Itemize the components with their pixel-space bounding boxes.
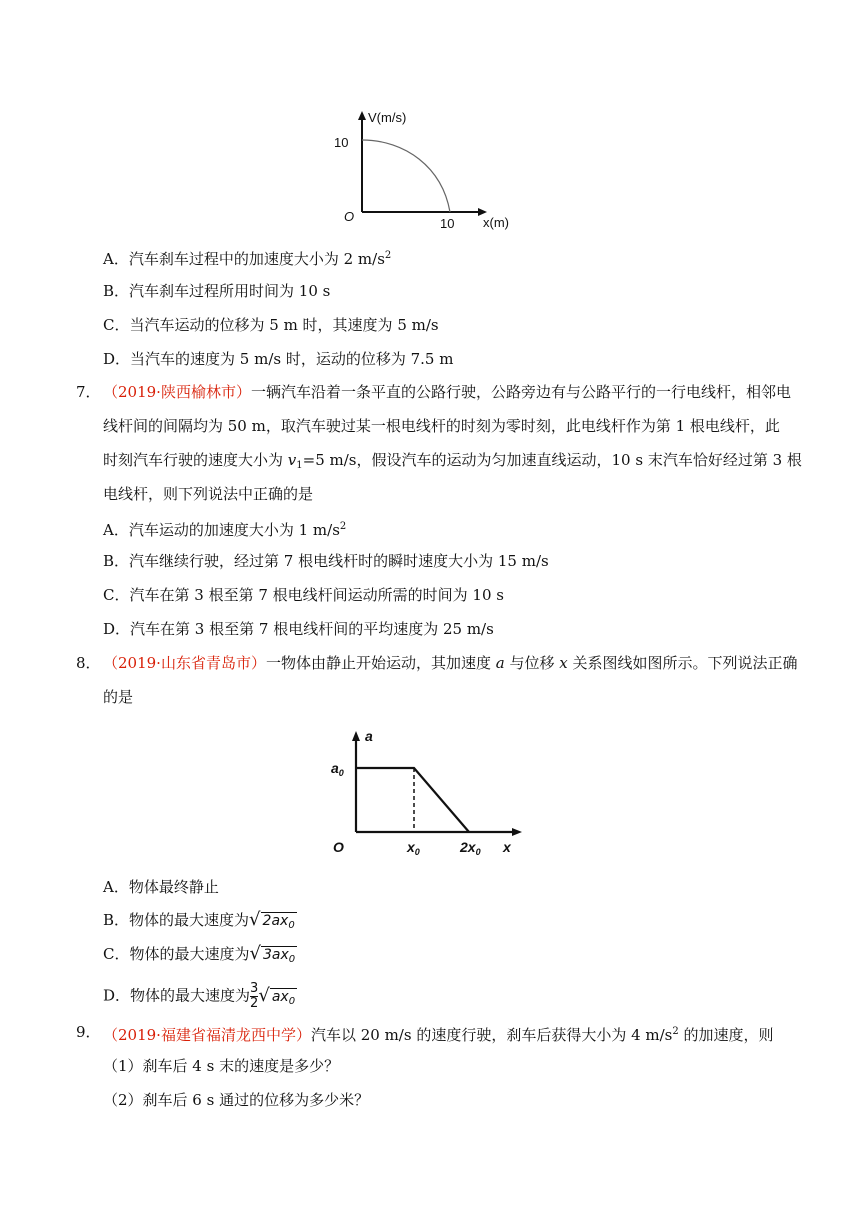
x-axis-label: x(m) xyxy=(483,215,509,230)
x-axis-label: x xyxy=(503,839,511,855)
q6-option-d: D．当汽车的速度为 5 m/s 时，运动的位移为 7.5 m xyxy=(103,350,454,368)
q6-option-a: A．汽车刹车过程中的加速度大小为 2 $m/s^2$ xyxy=(103,250,392,268)
q9-subquestion-1: （1）刹车后 4 s 末的速度是多少？ xyxy=(103,1057,340,1075)
sqrt-expression: √ $3ax_0$ xyxy=(249,943,296,965)
q7-option-d: D．汽车在第 3 根至第 7 根电线杆间的平均速度为 25 m/s xyxy=(103,620,494,638)
q9-source: （2019·福建省福清龙西中学） xyxy=(103,1026,311,1044)
sqrt-expression: √ $ax_0$ xyxy=(258,984,296,1007)
y-axis-label: a xyxy=(365,728,373,744)
q8-option-d: D．物体的最大速度为 $\frac{3}{2}$ √ $ax_0$ xyxy=(103,981,296,1011)
acceleration-line xyxy=(356,768,469,832)
q8-option-c: C．物体的最大速度为√ $3ax_0$ xyxy=(103,944,297,970)
q7-option-a: A．汽车运动的加速度大小为 1 $m/s^2$ xyxy=(103,521,347,539)
q8-line-2: 的是 xyxy=(103,688,134,706)
q8-line-1: （2019·山东省青岛市）一物体由静止开始运动，其加速度 a 与位移 x 关系图线如图所示。下列说法正确 xyxy=(103,654,798,672)
fraction: $\frac{3}{2}$ xyxy=(250,981,259,1011)
q7-line-3: 时刻汽车行驶的速度大小为 $v_1=5$ m/s，假设汽车的运动为匀加速直线运动，10 s 末汽车恰好经过第 3 根 xyxy=(103,451,802,471)
q7-source: （2019·陕西榆林市） xyxy=(103,383,251,401)
q7-line-2: 线杆间的间隔均为 50 m，取汽车驶过某一根电线杆的时刻为零时刻，此电线杆作为第 1 根电线杆，此 xyxy=(103,417,780,435)
y-tick-a0: $a_0$ xyxy=(331,760,344,778)
q9-line-1: （2019·福建省福清龙西中学）汽车以 20 m/s 的速度行驶，刹车后获得大小为 4 $m/s^2$ 的加速度，则 xyxy=(103,1026,774,1044)
q8-option-b: B．物体的最大速度为√ $2ax_0$ xyxy=(103,910,297,936)
q7-line-4: 电线杆，则下列说法中正确的是 xyxy=(103,485,314,503)
q6-option-b: B．汽车刹车过程所用时间为 10 s xyxy=(103,282,331,300)
velocity-curve xyxy=(362,140,450,212)
y-axis-label: V(m/s) xyxy=(368,110,407,125)
q8-option-a: A．物体最终静止 xyxy=(103,878,219,896)
q9-subquestion-2: （2）刹车后 6 s 通过的位移为多少米？ xyxy=(103,1091,370,1109)
q7-number: 7． xyxy=(76,383,101,401)
q7-line-1: （2019·陕西榆林市）一辆汽车沿着一条平直的公路行驶，公路旁边有与公路平行的一行电线杆，相邻电 xyxy=(103,383,791,401)
q9-number: 9． xyxy=(76,1023,101,1041)
y-axis-arrow xyxy=(358,111,366,120)
q7-option-c: C．汽车在第 3 根至第 7 根电线杆间运动所需的时间为 10 s xyxy=(103,586,504,604)
origin-label: O xyxy=(333,839,344,855)
q8-number: 8． xyxy=(76,654,101,672)
figure-velocity-displacement xyxy=(330,105,520,235)
x-tick-x0: $x_0$ xyxy=(407,839,420,857)
q7-option-b: B．汽车继续行驶，经过第 7 根电线杆时的瞬时速度大小为 15 m/s xyxy=(103,552,549,570)
sqrt-expression: √ $2ax_0$ xyxy=(249,909,295,931)
origin-label: O xyxy=(344,209,355,224)
x-tick-10: 10 xyxy=(440,216,455,231)
y-tick-10: 10 xyxy=(334,135,349,150)
figure-acceleration-displacement xyxy=(325,725,530,860)
q8-source: （2019·山东省青岛市） xyxy=(103,654,266,672)
y-axis-arrow xyxy=(352,731,360,741)
q6-option-c: C．当汽车运动的位移为 5 m 时，其速度为 5 m/s xyxy=(103,316,439,334)
x-tick-2x0: $2x_0$ xyxy=(460,839,481,857)
x-axis-arrow xyxy=(512,828,522,836)
